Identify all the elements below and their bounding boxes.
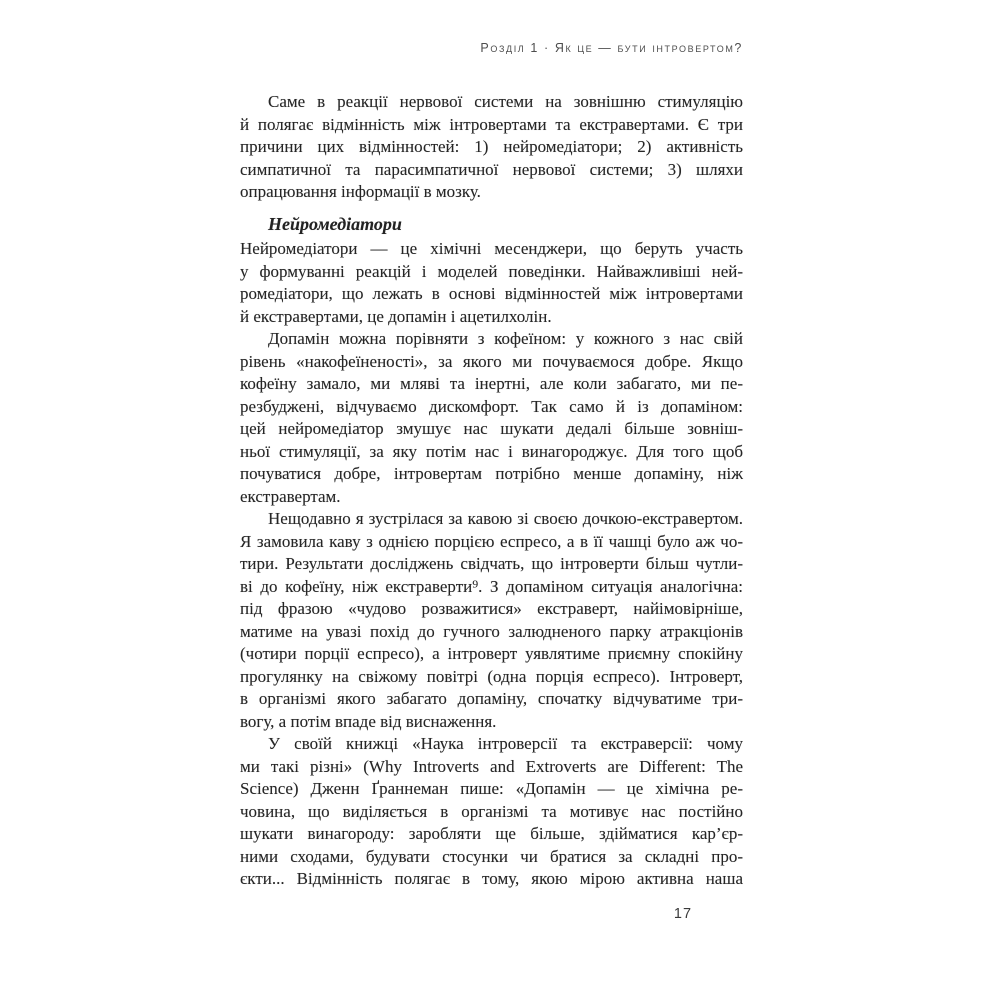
section-heading: Нейромедіатори (268, 213, 402, 234)
text-line: єкти... Відмінність полягає в тому, якою мірою активна наша (240, 869, 743, 888)
text-line: Нещодавно я зустрілася за кавою зі своєю дочкою-екстравертом. (268, 509, 743, 528)
text-line: симпатичної та парасимпатичної нервової системи; 3) шляхи (240, 159, 743, 179)
text-line: у формуванні реакцій і моделей поведінки. Найважливіші ней- (240, 261, 743, 281)
text-line: матиме на увазі похід до гучного залюдненого парку атракціонів (240, 621, 743, 641)
text-line: Science) Дженн Ґраннеман пише: «Допамін — це хімічна ре- (240, 779, 743, 798)
text-line: Нейромедіатори — це хімічні месенджери, що беруть участь (240, 239, 743, 258)
text-line: ньої стимуляції, за яку потім нас і винагороджує. Для того щоб (240, 441, 743, 461)
text-line: шукати винагороду: заробляти ще більше, здійматися кар’єр- (240, 824, 743, 843)
text-line: ві до кофеїну, ніж екстраверти⁹. З допаміном ситуація аналогічна: (240, 576, 743, 596)
text-line: почуватися добре, інтровертам потрібно менше допаміну, ніж (240, 464, 743, 483)
text-line: човина, що виділяється в організмі та мотивує нас постійно (240, 801, 743, 821)
text-line: Я замовила каву з однією порцією еспресо, а в її чашці було аж чо- (240, 531, 743, 551)
text-line: У своїй книжці «Наука інтроверсії та екстраверсії: чому (268, 734, 743, 753)
text-line: причини цих відмінностей: 1) нейромедіатори; 2) активність (240, 137, 743, 156)
page-number: 17 (673, 906, 693, 922)
text-line: резбуджені, відчуваємо дискомфорт. Так само й із допаміном: (240, 396, 743, 416)
running-header: Розділ 1 · Як це — бути інтровертом? (480, 41, 743, 55)
body-paragraph (240, 328, 743, 508)
text-line: екстравертам. (240, 486, 341, 506)
body-paragraph (240, 91, 743, 204)
text-line: цей нейромедіатор змушує нас шукати дедалі більше зовніш- (240, 419, 743, 438)
body-paragraph (240, 238, 743, 328)
text-line: (чотири порції еспресо), а інтроверт уявлятиме приємну спокійну (240, 644, 743, 663)
text-flow (240, 91, 743, 891)
text-line: вогу, а потім впаде від виснаження. (240, 711, 497, 731)
text-line: прогулянку на свіжому повітрі (одна порція еспресо). Інтроверт, (240, 666, 743, 686)
text-line: тири. Результати досліджень свідчать, що інтроверти більш чутли- (240, 554, 743, 573)
text-line: ми такі різні» (Why Introverts and Extroverts are Different: The (240, 756, 743, 776)
text-line: в організмі якого забагато допаміну, спочатку відчуватиме три- (240, 689, 743, 708)
text-line: рівень «накофеїненості», за якого ми почуваємося добре. Якщо (240, 351, 743, 371)
text-line: Саме в реакції нервової системи на зовнішню стимуляцію (268, 92, 743, 111)
body-paragraph (240, 733, 743, 891)
text-line: під фразою «чудово розважитися» екстраверт, найімовірніше, (240, 599, 743, 618)
text-line: й екстравертами, це допамін і ацетилхолін. (240, 306, 552, 326)
text-line: Допамін можна порівняти з кофеїном: у кожного з нас свій (268, 329, 743, 348)
text-line: ромедіатори, що лежать в основі відмінностей між інтровертами (240, 284, 743, 303)
text-line: опрацювання інформації в мозку. (240, 182, 481, 201)
text-line: кофеїну замало, ми мляві та інертні, але коли забагато, ми пе- (240, 374, 743, 393)
body-paragraph (240, 508, 743, 733)
text-line: й полягає відмінність між інтровертами та екстравертами. Є три (240, 114, 743, 134)
text-line: ними сходами, будувати стосунки чи братися за складні про- (240, 846, 743, 866)
